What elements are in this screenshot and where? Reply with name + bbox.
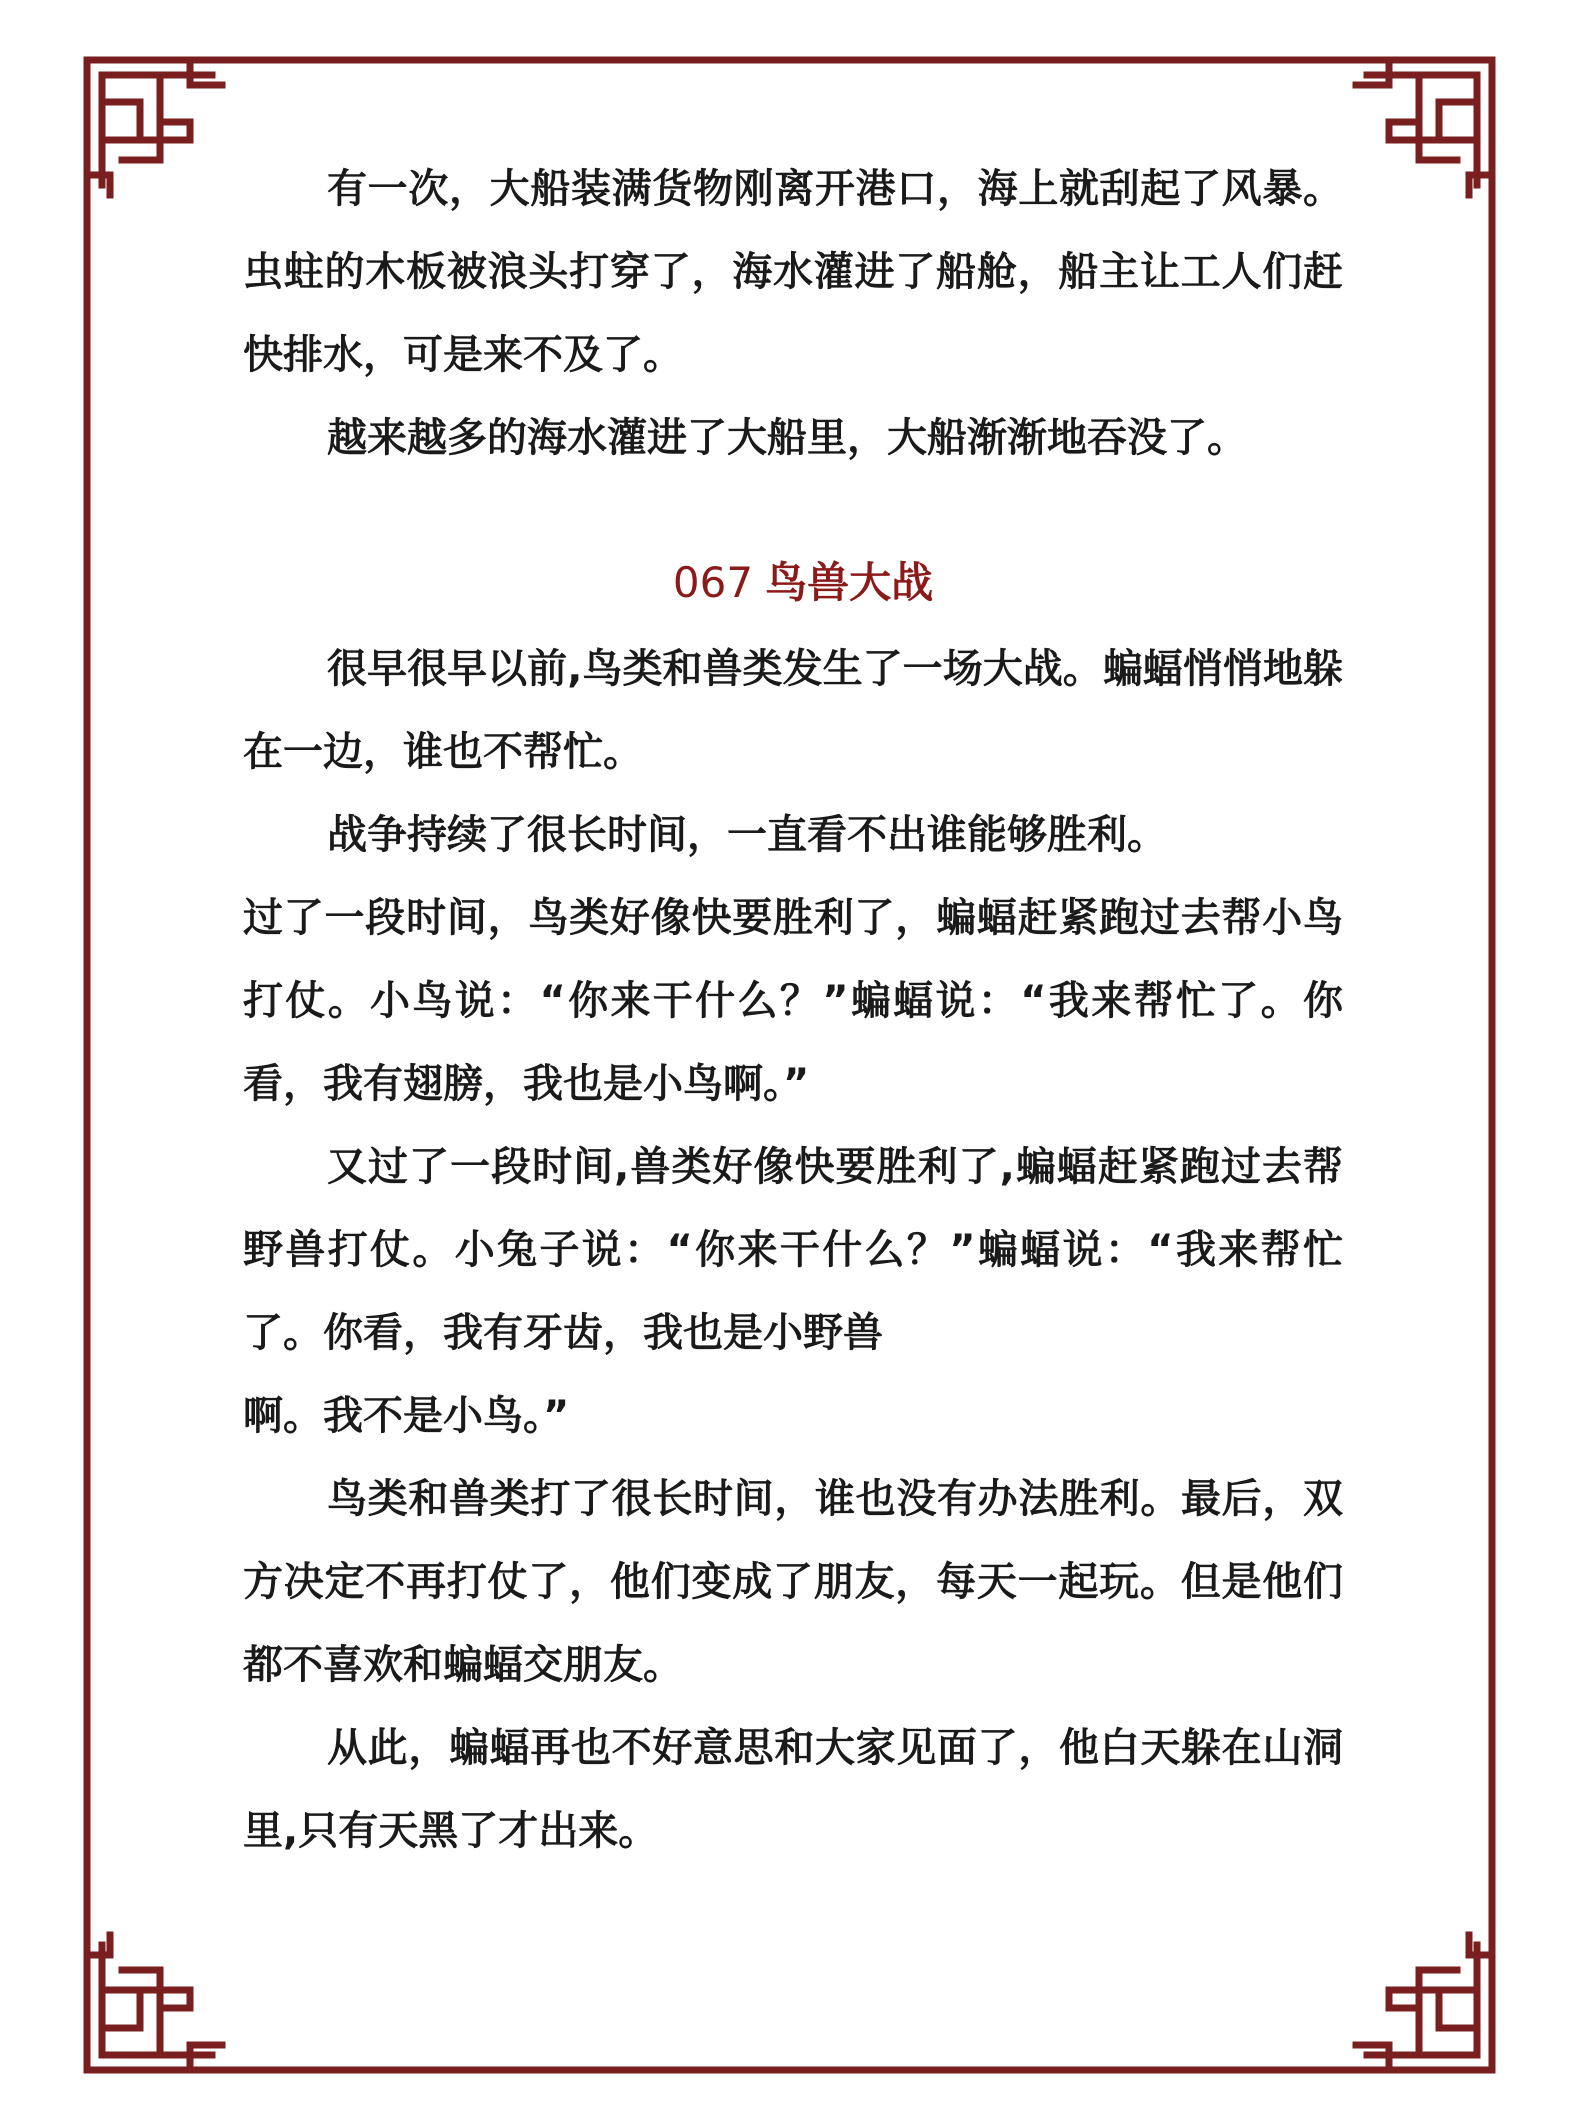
paragraph: 过了一段时间，鸟类好像快要胜利了，蝙蝠赶紧跑过去帮小鸟打仗。小鸟说：“你来干什么？”蝙蝠说：“我来帮忙了。你看，我有翅膀，我也是小鸟啊。”	[243, 895, 1343, 1107]
story-title	[243, 538, 1343, 628]
page-content	[243, 148, 1343, 1873]
paragraph: 啊。我不是小鸟。”	[243, 1393, 570, 1439]
corner-ornament-top-left	[87, 60, 222, 195]
paragraph: 越来越多的海水灌进了大船里，大船渐渐地吞没了。	[327, 415, 1247, 461]
corner-ornament-bottom-left	[87, 1935, 222, 2070]
paragraph: 鸟类和兽类打了很长时间，谁也没有办法胜利。最后，双方决定不再打仗了，他们变成了朋友，每天一起玩。但是他们都不喜欢和蝙蝠交朋友。	[243, 1476, 1343, 1688]
story-number: 067	[672, 558, 754, 607]
paragraph: 又过了一段时间,兽类好像快要胜利了,蝙蝠赶紧跑过去帮野兽打仗。小兔子说：“你来干什么？”蝙蝠说：“我来帮忙了。你看，我有牙齿，我也是小野兽	[243, 1144, 1343, 1356]
story-title-text: 鸟兽大战	[765, 558, 934, 607]
paragraph: 很早很早以前,鸟类和兽类发生了一场大战。蝙蝠悄悄地躲在一边，谁也不帮忙。	[243, 646, 1343, 775]
paragraph: 战争持续了很长时间，一直看不出谁能够胜利。	[327, 812, 1167, 858]
paragraph: 有一次，大船装满货物刚离开港口，海上就刮起了风暴。虫蛀的木板被浪头打穿了，海水灌进了船舱，船主让工人们赶快排水，可是来不及了。	[243, 166, 1343, 378]
story-body	[243, 628, 1343, 1873]
paragraph: 从此，蝙蝠再也不好意思和大家见面了，他白天躲在山洞里,只有天黑了才出来。	[243, 1725, 1343, 1854]
story-continuation	[243, 148, 1343, 480]
corner-ornament-bottom-right	[1356, 1935, 1492, 2070]
corner-ornament-top-right	[1356, 60, 1492, 195]
